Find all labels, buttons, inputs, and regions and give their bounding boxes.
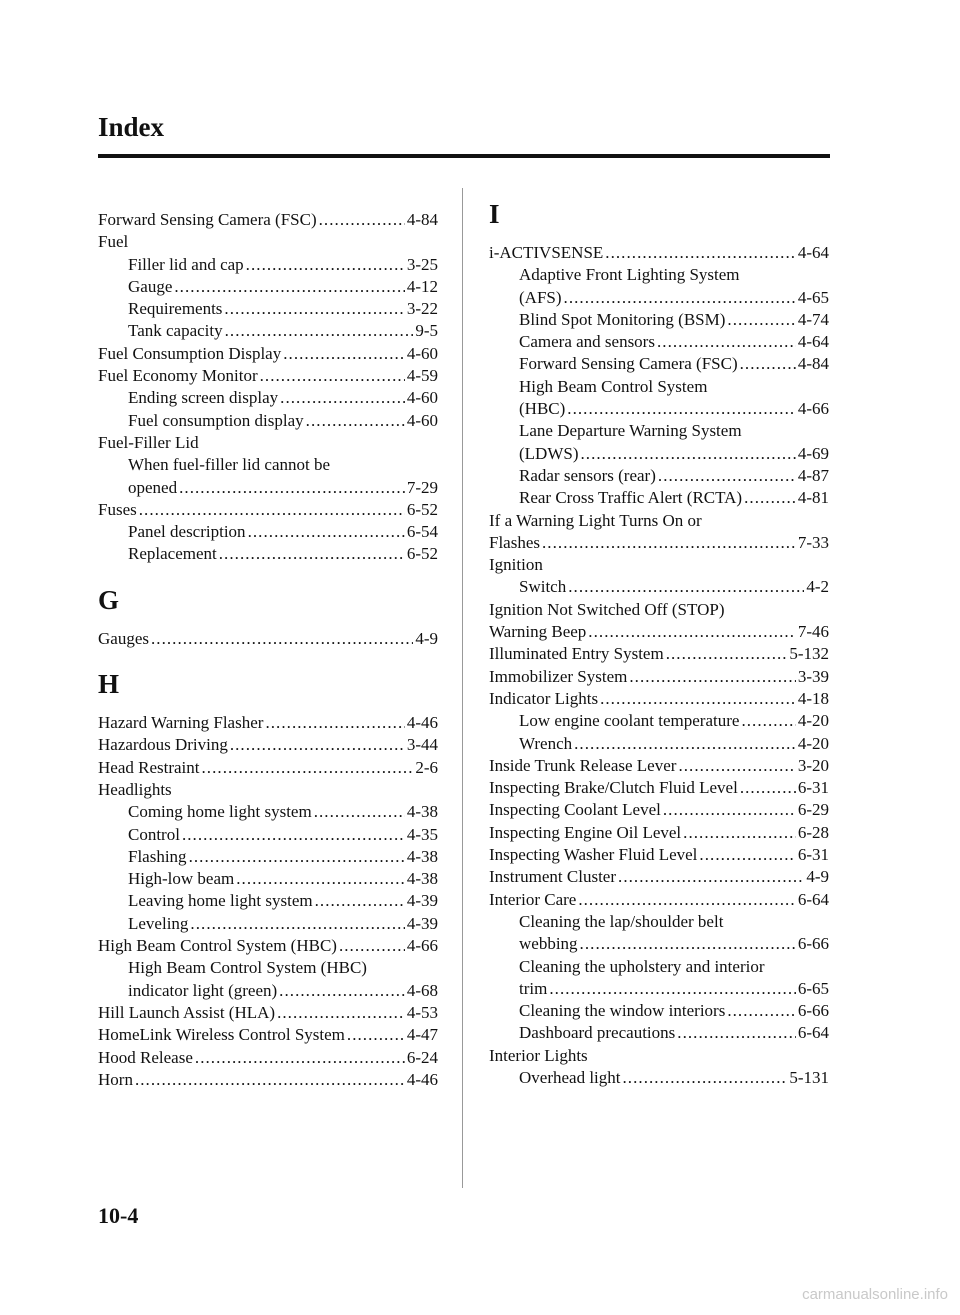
entry-page-ref: 4-20 <box>797 711 829 731</box>
index-entry <box>98 343 438 365</box>
dot-leader <box>246 254 405 276</box>
dot-leader <box>314 801 405 823</box>
dot-leader <box>280 387 405 409</box>
entry-page-ref: 4-20 <box>797 733 829 753</box>
dot-leader <box>347 1024 405 1046</box>
dot-leader <box>195 1047 405 1069</box>
index-entry <box>98 1069 438 1091</box>
section-letter: I <box>489 199 500 229</box>
dot-leader <box>578 889 796 911</box>
entry-name: Gauge <box>128 276 173 296</box>
entry-page-ref: 7-29 <box>406 477 438 497</box>
entry-page-ref: 4-68 <box>406 980 438 1000</box>
dot-leader <box>182 824 405 846</box>
dot-leader <box>658 465 796 487</box>
index-entry <box>98 628 438 650</box>
dot-leader <box>574 733 796 755</box>
entry-page-ref: 4-9 <box>806 867 829 887</box>
index-entry: If a Warning Light Turns On or <box>489 510 702 530</box>
dot-leader <box>248 521 405 543</box>
index-entry <box>489 799 829 821</box>
entry-page-ref: 4-9 <box>415 628 438 648</box>
entry-name: Fuel consumption display <box>128 410 304 430</box>
entry-page-ref: 6-66 <box>797 1001 829 1021</box>
entry-page-ref: 3-25 <box>406 254 438 274</box>
index-subentry: Adaptive Front Lighting System <box>519 265 740 285</box>
entry-name: Hazard Warning Flasher <box>98 713 264 733</box>
entry-name: Camera and sensors <box>519 332 655 352</box>
entry-name: Low engine coolant temperature <box>519 711 740 731</box>
page-number: 10-4 <box>98 1203 139 1228</box>
dot-leader <box>179 477 405 499</box>
index-subentry <box>489 398 829 420</box>
index-subentry <box>489 287 829 309</box>
entry-page-ref: 4-38 <box>406 846 438 866</box>
entry-name: Radar sensors (rear) <box>519 465 656 485</box>
index-entry <box>489 755 829 777</box>
entry-name: Flashing <box>128 846 187 866</box>
entry-name: Forward Sensing Camera (FSC) <box>519 354 738 374</box>
index-entry <box>98 935 438 957</box>
dot-leader <box>666 643 788 665</box>
entry-name: Blind Spot Monitoring (BSM) <box>519 309 726 329</box>
entry-name: Inspecting Washer Fluid Level <box>489 845 698 865</box>
index-subentry <box>489 1067 829 1089</box>
index-entry <box>98 1024 438 1046</box>
entry-page-ref: 6-52 <box>406 499 438 519</box>
dot-leader <box>623 1067 788 1089</box>
section-letter: H <box>98 669 120 700</box>
entry-page-ref: 4-81 <box>797 488 829 508</box>
dot-leader <box>135 1069 405 1091</box>
entry-page-ref: 4-66 <box>797 399 829 419</box>
index-subentry: Lane Departure Warning System <box>519 421 742 441</box>
entry-name: Fuses <box>98 499 137 519</box>
dot-leader <box>549 978 795 1000</box>
entry-name: Wrench <box>519 733 573 753</box>
dot-leader <box>727 309 795 331</box>
index-subentry <box>98 276 438 298</box>
entry-page-ref: 6-66 <box>797 934 829 954</box>
entry-name: Hill Launch Assist (HLA) <box>98 1002 276 1022</box>
entry-page-ref: 4-84 <box>797 354 829 374</box>
index-subentry <box>98 801 438 823</box>
dot-leader <box>189 846 405 868</box>
entry-page-ref: 4-74 <box>797 309 829 329</box>
index-subentry <box>98 913 438 935</box>
dot-leader <box>564 287 796 309</box>
entry-page-ref: 4-18 <box>797 688 829 708</box>
entry-page-ref: 9-5 <box>415 321 438 341</box>
index-subentry <box>98 868 438 890</box>
index-subentry <box>489 353 829 375</box>
entry-name: trim <box>519 978 548 998</box>
entry-page-ref: 6-24 <box>406 1047 438 1067</box>
index-subentry <box>98 298 438 320</box>
entry-page-ref: 6-29 <box>797 800 829 820</box>
dot-leader <box>224 298 404 320</box>
entry-page-ref: 4-53 <box>406 1002 438 1022</box>
index-entry <box>489 688 829 710</box>
index-entry <box>98 499 438 521</box>
index-subentry <box>489 1000 829 1022</box>
entry-name: Inspecting Coolant Level <box>489 800 661 820</box>
index-subentry <box>98 521 438 543</box>
index-column-right <box>489 199 829 1089</box>
dot-leader <box>699 844 795 866</box>
entry-name: opened <box>128 477 178 497</box>
dot-leader <box>740 353 796 375</box>
entry-name: Horn <box>98 1069 133 1089</box>
index-subentry <box>489 443 829 465</box>
section-letter: G <box>98 584 120 615</box>
dot-leader <box>319 209 405 231</box>
entry-name: (HBC) <box>519 399 566 419</box>
index-subentry: Cleaning the upholstery and interior <box>519 956 765 976</box>
index-entry <box>489 242 829 264</box>
entry-name: Leveling <box>128 913 189 933</box>
index-subentry <box>98 254 438 276</box>
entry-page-ref: 3-44 <box>406 735 438 755</box>
entry-page-ref: 6-31 <box>797 778 829 798</box>
entry-page-ref: 6-52 <box>406 544 438 564</box>
entry-name: Rear Cross Traffic Alert (RCTA) <box>519 488 743 508</box>
entry-page-ref: 4-69 <box>797 443 829 463</box>
entry-page-ref: 4-59 <box>406 366 438 386</box>
index-subentry <box>489 933 829 955</box>
entry-page-ref: 6-54 <box>406 522 438 542</box>
dot-leader <box>225 320 414 342</box>
entry-name: Requirements <box>128 299 223 319</box>
index-subentry <box>489 487 829 509</box>
dot-leader <box>306 410 405 432</box>
entry-name: Inspecting Engine Oil Level <box>489 822 682 842</box>
title-rule <box>98 154 830 158</box>
dot-leader <box>236 868 405 890</box>
entry-name: indicator light (green) <box>128 980 278 1000</box>
index-subentry <box>98 477 438 499</box>
entry-page-ref: 4-46 <box>406 1069 438 1089</box>
dot-leader <box>339 935 405 957</box>
index-subentry: High Beam Control System (HBC) <box>128 958 367 978</box>
index-subentry <box>98 980 438 1002</box>
entry-name: Fuel Consumption Display <box>98 343 282 363</box>
entry-name: High-low beam <box>128 869 235 889</box>
dot-leader <box>629 666 795 688</box>
index-entry <box>489 777 829 799</box>
dot-leader <box>567 398 796 420</box>
dot-leader <box>283 343 405 365</box>
entry-name: Inspecting Brake/Clutch Fluid Level <box>489 778 738 798</box>
entry-page-ref: 4-39 <box>406 891 438 911</box>
entry-page-ref: 6-31 <box>797 845 829 865</box>
entry-page-ref: 4-38 <box>406 802 438 822</box>
entry-name: Forward Sensing Camera (FSC) <box>98 210 317 229</box>
entry-page-ref: 5-131 <box>789 1067 829 1087</box>
index-entry <box>489 889 829 911</box>
dot-leader <box>678 755 795 777</box>
entry-name: Dashboard precautions <box>519 1023 676 1043</box>
index-entry <box>489 822 829 844</box>
index-subentry <box>489 733 829 755</box>
entry-page-ref: 4-60 <box>406 343 438 363</box>
entry-page-ref: 4-66 <box>406 936 438 956</box>
entry-page-ref: 4-84 <box>406 210 438 229</box>
entry-page-ref: 4-2 <box>806 577 829 597</box>
index-entry: Ignition <box>489 555 543 575</box>
entry-page-ref: 4-60 <box>406 410 438 430</box>
entry-name: Illuminated Entry System <box>489 644 664 664</box>
index-subentry <box>489 710 829 732</box>
entry-name: Replacement <box>128 544 217 564</box>
entry-name: Switch <box>519 577 567 597</box>
entry-page-ref: 4-87 <box>797 465 829 485</box>
dot-leader <box>202 757 414 779</box>
dot-leader <box>277 1002 405 1024</box>
entry-page-ref: 4-64 <box>797 243 829 262</box>
entry-page-ref: 4-64 <box>797 332 829 352</box>
dot-leader <box>219 543 405 565</box>
index-subentry <box>98 824 438 846</box>
entry-name: Control <box>128 824 180 844</box>
dot-leader <box>580 933 796 955</box>
entry-page-ref: 2-6 <box>415 757 438 777</box>
dot-leader <box>315 890 405 912</box>
entry-page-ref: 6-64 <box>797 889 829 909</box>
entry-page-ref: 6-65 <box>797 978 829 998</box>
index-entry <box>489 643 829 665</box>
dot-leader <box>260 365 405 387</box>
column-divider <box>462 188 463 1188</box>
entry-page-ref: 6-64 <box>797 1023 829 1043</box>
entry-name: webbing <box>519 934 578 954</box>
entry-page-ref: 4-12 <box>406 276 438 296</box>
entry-name: Hazardous Driving <box>98 735 228 755</box>
index-subentry <box>489 576 829 598</box>
index-entry <box>98 712 438 734</box>
dot-leader <box>568 576 804 598</box>
entry-page-ref: 4-35 <box>406 824 438 844</box>
entry-page-ref: 7-33 <box>797 532 829 552</box>
entry-page-ref: 4-65 <box>797 287 829 307</box>
dot-leader <box>741 710 795 732</box>
index-subentry <box>98 543 438 565</box>
index-subentry <box>489 331 829 353</box>
entry-name: Instrument Cluster <box>489 867 617 887</box>
entry-name: Gauges <box>98 628 149 648</box>
dot-leader <box>588 621 796 643</box>
dot-leader <box>190 913 404 935</box>
index-column-left <box>98 209 438 1091</box>
dot-leader <box>683 822 796 844</box>
dot-leader <box>139 499 405 521</box>
index-entry <box>489 844 829 866</box>
index-subentry <box>98 846 438 868</box>
dot-leader <box>663 799 796 821</box>
index-subentry <box>98 410 438 432</box>
index-entry <box>98 209 438 231</box>
index-entry <box>98 1047 438 1069</box>
entry-name: High Beam Control System (HBC) <box>98 936 337 956</box>
entry-name: Interior Care <box>489 889 577 909</box>
dot-leader <box>657 331 796 353</box>
entry-page-ref: 4-39 <box>406 913 438 933</box>
dot-leader <box>740 777 796 799</box>
entry-page-ref: 4-46 <box>406 713 438 733</box>
entry-name: Cleaning the window interiors <box>519 1001 726 1021</box>
entry-name: (AFS) <box>519 287 562 307</box>
index-subentry <box>98 387 438 409</box>
dot-leader <box>580 443 795 465</box>
dot-leader <box>600 688 796 710</box>
index-entry: Headlights <box>98 779 172 799</box>
entry-name: Inside Trunk Release Lever <box>489 755 677 775</box>
entry-name: Filler lid and cap <box>128 254 244 274</box>
entry-name: Indicator Lights <box>489 688 599 708</box>
entry-name: Flashes <box>489 532 540 552</box>
entry-page-ref: 6-28 <box>797 822 829 842</box>
entry-name: (LDWS) <box>519 443 579 463</box>
index-subentry <box>489 1022 829 1044</box>
entry-page-ref: 3-22 <box>406 299 438 319</box>
entry-name: Warning Beep <box>489 622 587 642</box>
entry-name: Panel description <box>128 522 246 542</box>
dot-leader <box>151 628 413 650</box>
entry-name: Immobilizer System <box>489 666 628 686</box>
entry-name: Coming home light system <box>128 802 312 822</box>
dot-leader <box>727 1000 796 1022</box>
entry-name: Overhead light <box>519 1067 621 1087</box>
entry-page-ref: 3-39 <box>797 666 829 686</box>
entry-name: Head Restraint <box>98 757 200 777</box>
entry-name: HomeLink Wireless Control System <box>98 1025 345 1045</box>
entry-name: Leaving home light system <box>128 891 313 911</box>
dot-leader <box>605 242 796 264</box>
index-entry <box>489 666 829 688</box>
index-subentry <box>489 309 829 331</box>
dot-leader <box>174 276 404 298</box>
index-subentry <box>489 465 829 487</box>
index-entry: Ignition Not Switched Off (STOP) <box>489 599 725 619</box>
entry-page-ref: 4-60 <box>406 388 438 408</box>
index-entry <box>98 365 438 387</box>
index-entry <box>489 532 829 554</box>
dot-leader <box>279 980 405 1002</box>
index-subentry <box>489 978 829 1000</box>
index-subentry <box>98 320 438 342</box>
index-subentry: Cleaning the lap/shoulder belt <box>519 911 724 931</box>
entry-page-ref: 3-20 <box>797 755 829 775</box>
index-entry <box>489 866 829 888</box>
index-entry <box>98 734 438 756</box>
entry-name: Fuel Economy Monitor <box>98 366 258 386</box>
dot-leader <box>265 712 404 734</box>
index-entry: Interior Lights <box>489 1045 588 1065</box>
entry-name: Hood Release <box>98 1047 193 1067</box>
dot-leader <box>230 734 405 756</box>
index-entry <box>489 621 829 643</box>
entry-name: i-ACTIVSENSE <box>489 243 604 262</box>
dot-leader <box>618 866 804 888</box>
index-subentry: When fuel-filler lid cannot be <box>128 455 331 475</box>
index-subentry: High Beam Control System <box>519 376 708 396</box>
index-entry: Fuel-Filler Lid <box>98 432 199 452</box>
dot-leader <box>677 1022 796 1044</box>
dot-leader <box>542 532 796 554</box>
entry-name: Tank capacity <box>128 321 223 341</box>
index-entry <box>98 1002 438 1024</box>
page-title: Index <box>98 112 165 142</box>
index-entry <box>98 757 438 779</box>
entry-page-ref: 7-46 <box>797 622 829 642</box>
watermark: carmanualsonline.info <box>802 1286 948 1303</box>
entry-name: Ending screen display <box>128 388 279 408</box>
entry-page-ref: 5-132 <box>789 644 829 664</box>
dot-leader <box>744 487 796 509</box>
index-entry: Fuel <box>98 232 129 252</box>
entry-page-ref: 4-38 <box>406 869 438 889</box>
index-subentry <box>98 890 438 912</box>
entry-page-ref: 4-47 <box>406 1025 438 1045</box>
